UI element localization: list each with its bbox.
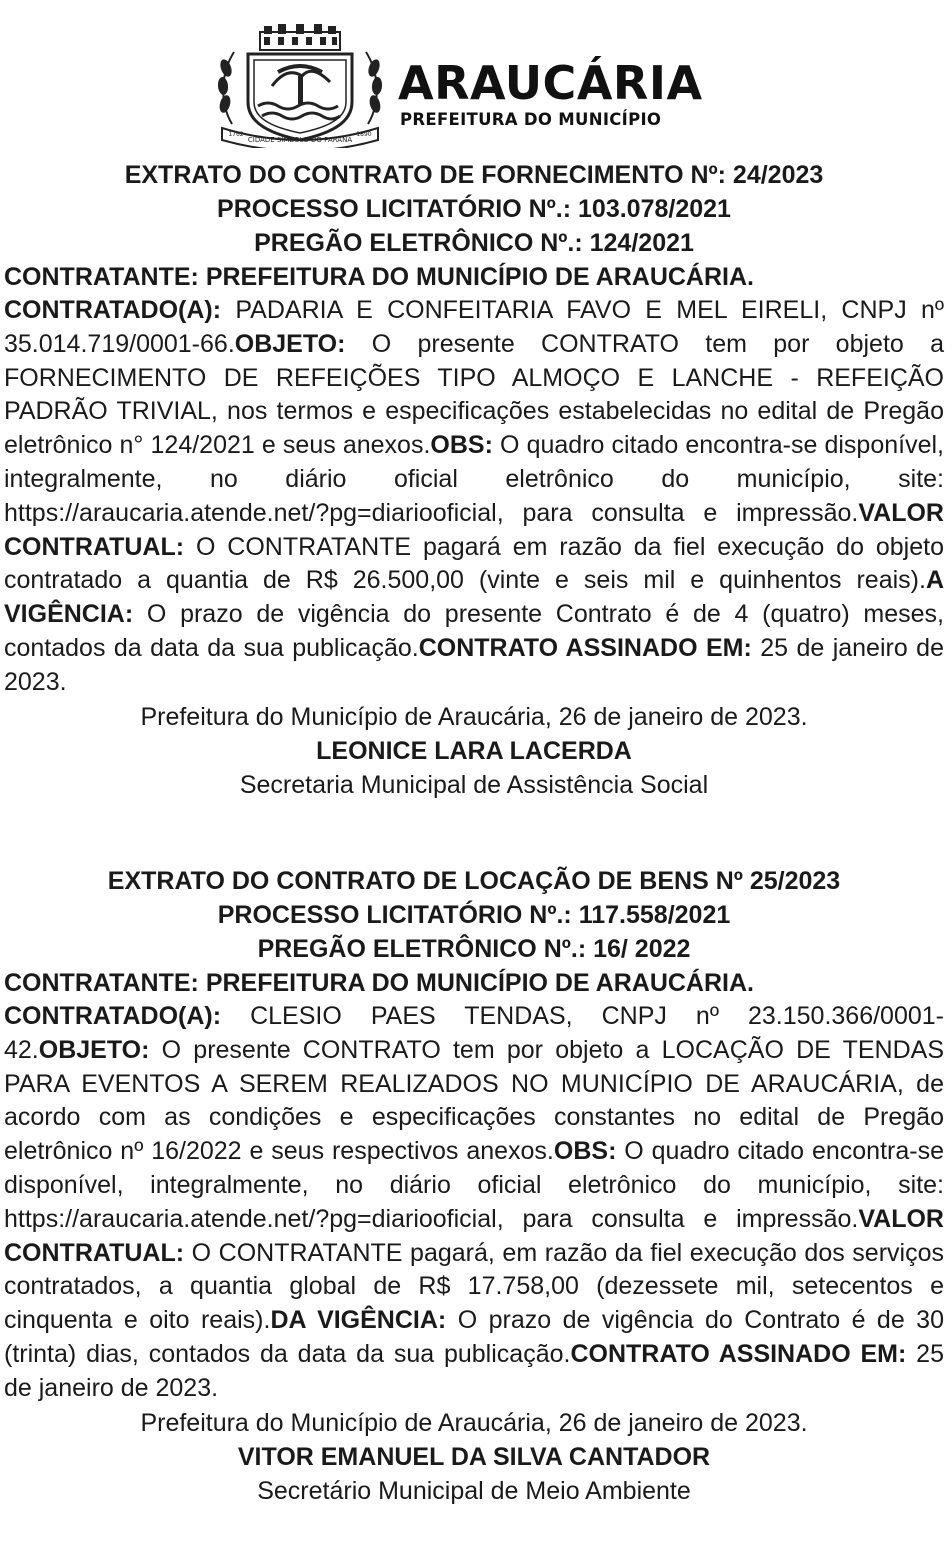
contracted-label: CONTRATADO(A): (4, 1002, 222, 1030)
signer-role: Secretaria Municipal de Assistência Social (239, 770, 709, 799)
contract-body (4, 1000, 944, 1406)
extract-heading: EXTRATO DO CONTRATO DE LOCAÇÃO DE BENS Nº 25/2023 (107, 867, 841, 895)
auction-number: PREGÃO ELETRÔNICO Nº.: 124/2021 (254, 229, 694, 257)
validity-label: A VIGÊNCIA: (4, 566, 944, 629)
obs-label: OBS: (430, 431, 493, 460)
object-label: OBJETO: (234, 329, 346, 358)
crest-year-right: 1890 (356, 131, 372, 138)
obs-text: O quadro citado encontra-se disponível, integralmente, no diário oficial eletrônico do município, site: https://araucaria.atende.net/?pg=diariooficial, para consulta e impressão. (4, 1137, 944, 1233)
contract-body (4, 294, 944, 700)
contract-extract-2 (4, 864, 944, 1508)
process-number: PROCESSO LICITATÓRIO Nº.: 103.078/2021 (217, 195, 731, 223)
contracting-party: CONTRATANTE: PREFEITURA DO MUNICÍPIO DE ARAUCÁRIA. (4, 969, 754, 997)
contracting-party: CONTRATANTE: PREFEITURA DO MUNICÍPIO DE ARAUCÁRIA. (4, 263, 754, 291)
crest-motto: CIDADE SÍMBOLO DO PARANÁ (247, 136, 353, 144)
contract-extract-1 (4, 158, 944, 802)
value-label: VALOR CONTRATUAL: (4, 498, 944, 561)
signer-name: LEONICE LARA LACERDA (316, 736, 632, 765)
brand-subtitle: PREFEITURA DO MUNICÍPIO (400, 110, 662, 129)
header (0, 18, 952, 148)
signed-label: CONTRATO ASSINADO EM: (570, 1339, 907, 1368)
brand-title: ARAUCÁRIA (398, 56, 703, 110)
signed-text: 25 de janeiro de 2023. (4, 633, 944, 696)
contracted-label: CONTRATADO(A): (4, 296, 222, 324)
object-label: OBJETO: (38, 1035, 150, 1064)
signed-text: 25 de janeiro de 2023. (4, 1339, 944, 1402)
signer-role: Secretário Municipal de Meio Ambiente (257, 1476, 691, 1505)
extract-heading: EXTRATO DO CONTRATO DE FORNECIMENTO Nº: 24/2023 (124, 161, 824, 189)
value-text: O CONTRATANTE pagará em razão da fiel execução do objeto contratado a quantia de R$ 26.500,00 (vinte e seis mil e quinhentos reais). (4, 532, 944, 595)
signer-name: VITOR EMANUEL DA SILVA CANTADOR (237, 1442, 711, 1471)
obs-label: OBS: (553, 1137, 617, 1166)
validity-text: O prazo de vigência do presente Contrato é de 4 (quatro) meses, contados da data da sua publicação. (4, 600, 944, 662)
validity-label: DA VIGÊNCIA: (270, 1306, 447, 1335)
place-date: Prefeitura do Município de Araucária, 26 de janeiro de 2023. (140, 1408, 808, 1437)
crest-year-left: 1762 (228, 131, 244, 138)
obs-text: O quadro citado encontra-se disponível, integralmente, no diário oficial eletrônico do município, site: https://araucaria.atende.net/?pg=diariooficial, para consulta e impressão. (4, 431, 944, 527)
object-text: O presente CONTRATO tem por objeto a LOCAÇÃO DE TENDAS PARA EVENTOS A SEREM REALIZADOS NO MUNICÍPIO DE ARAUCÁRIA, de acordo com as condições e especificações constantes no edital de Pregão eletrônico nº 16/2022 e seus respectivos anexos. (4, 1035, 944, 1166)
signed-label: CONTRATO ASSINADO EM: (418, 633, 752, 662)
value-text: O CONTRATANTE pagará, em razão da fiel execução dos serviços contratados, a quantia global de R$ 17.758,00 (dezessete mil, setecentos e cinquenta e oito reais). (4, 1238, 944, 1335)
coat-of-arms-icon (212, 24, 388, 148)
process-number: PROCESSO LICITATÓRIO Nº.: 117.558/2021 (217, 901, 731, 929)
contracted-text: PADARIA E CONFEITARIA FAVO E MEL EIRELI, CNPJ nº 35.014.719/0001-66. (4, 296, 944, 358)
contracted-text: CLESIO PAES TENDAS, CNPJ nº 23.150.366/0001-42. (4, 1002, 944, 1064)
value-label: VALOR CONTRATUAL: (4, 1204, 944, 1267)
object-text: O presente CONTRATO tem por objeto a FORNECIMENTO DE REFEIÇÕES TIPO ALMOÇO E LANCHE - REFEIÇÃO PADRÃO TRIVIAL, nos termos e especificações estabelecidas no edital de Pregão eletrônico n° 124/2021 e seus anexos. (4, 329, 944, 460)
auction-number: PREGÃO ELETRÔNICO Nº.: 16/ 2022 (257, 935, 691, 963)
place-date: Prefeitura do Município de Araucária, 26 de janeiro de 2023. (140, 702, 808, 731)
validity-text: O prazo de vigência do Contrato é de 30 (trinta) dias, contados da data da sua publicação. (4, 1306, 944, 1368)
